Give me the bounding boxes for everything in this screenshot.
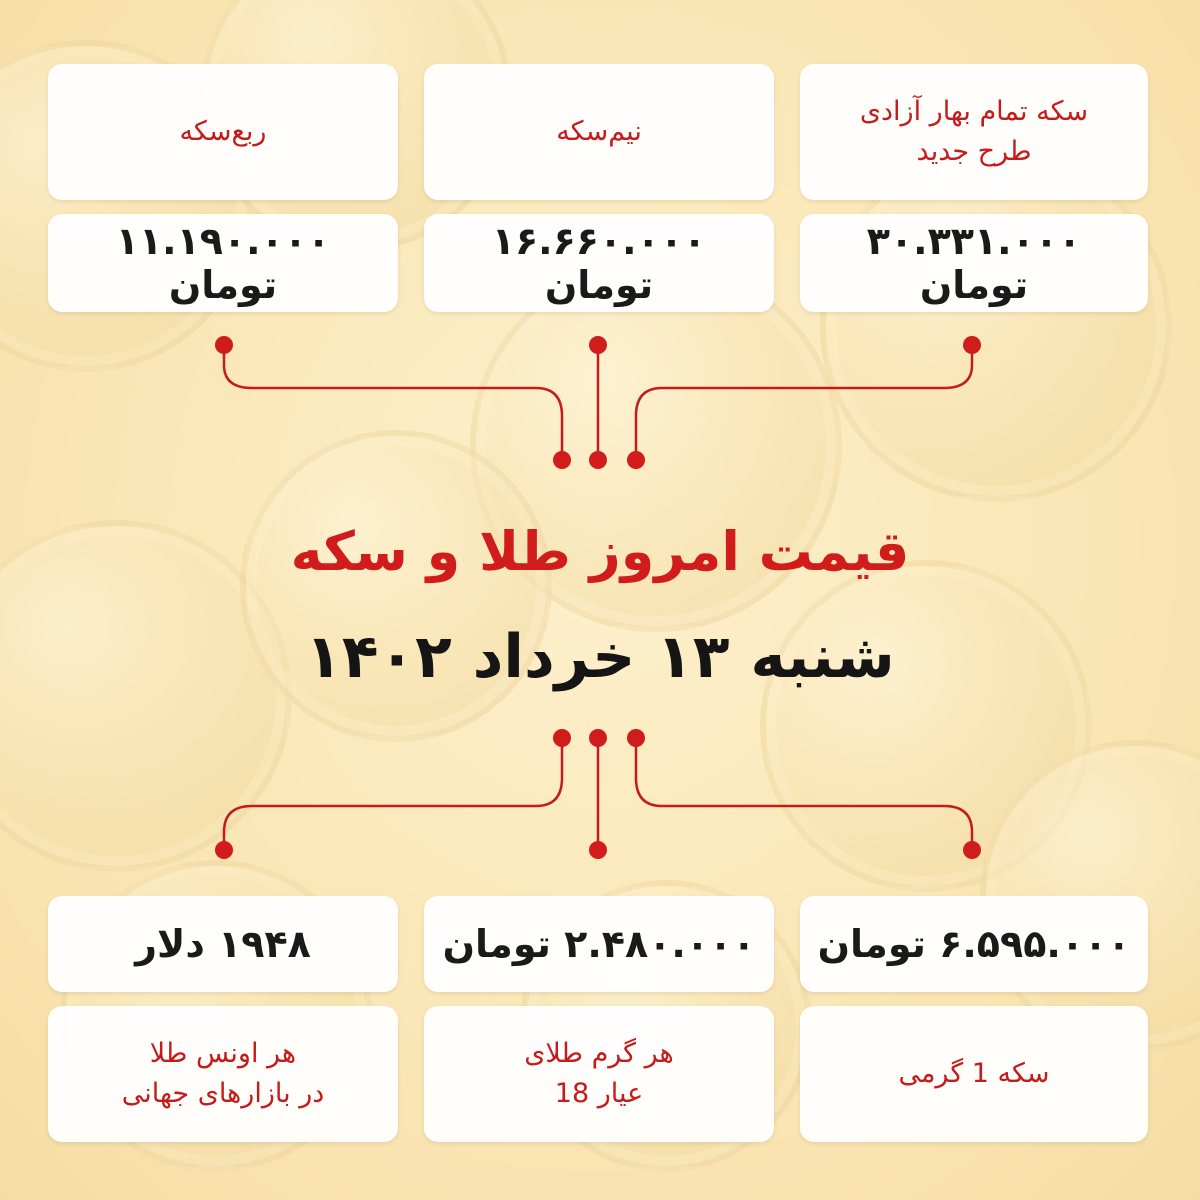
label-box-one-gram-coin bbox=[800, 1006, 1148, 1142]
price-box-one-gram-coin bbox=[800, 896, 1148, 992]
label-box-gold-ounce bbox=[48, 1006, 398, 1142]
price-gold-gram: ۲.۴۸۰.۰۰۰ تومان bbox=[442, 922, 756, 966]
page-title: قیمت امروز طلا و سکه bbox=[290, 520, 910, 583]
page-date: شنبه ۱۳ خرداد ۱۴۰۲ bbox=[305, 622, 895, 692]
price-half-coin: ۱۶.۶۶۰.۰۰۰ تومان bbox=[491, 219, 707, 307]
price-one-gram-coin: ۶.۵۹۵.۰۰۰ تومان bbox=[817, 922, 1131, 966]
label-quarter-coin: ربع‌سکه bbox=[179, 116, 267, 147]
price-full-coin: ۳۰.۳۳۱.۰۰۰ تومان bbox=[866, 219, 1082, 307]
price-box-gold-ounce bbox=[48, 896, 398, 992]
price-box-gold-gram bbox=[424, 896, 774, 992]
price-quarter-coin: ۱۱.۱۹۰.۰۰۰ تومان bbox=[115, 219, 331, 307]
label-one-gram-coin: سکه 1 گرمی bbox=[898, 1058, 1050, 1089]
price-gold-ounce: ۱۹۴۸ دلار bbox=[135, 922, 311, 966]
label-half-coin: نیم‌سکه bbox=[556, 116, 642, 147]
label-gold-ounce: هر اونس طلا در بازارهای جهانی bbox=[121, 1038, 325, 1109]
label-box-gold-gram bbox=[424, 1006, 774, 1142]
label-full-coin: سکه تمام بهار آزادی طرح جدید bbox=[859, 96, 1089, 167]
label-gold-gram: هر گرم طلای عیار 18 bbox=[524, 1038, 674, 1109]
